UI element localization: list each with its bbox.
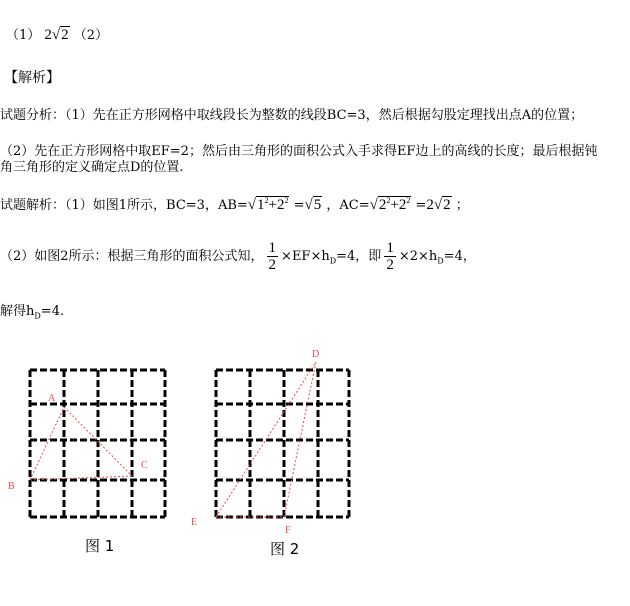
figure1-construction xyxy=(30,407,132,480)
figure1-grid xyxy=(30,370,165,517)
answer-part2-label: （2） xyxy=(73,28,109,43)
answer-line xyxy=(6,24,108,44)
figure1-label-b: B xyxy=(8,481,15,492)
analysis-p2-line2: 角三角形的定义确定点D的位置. xyxy=(0,160,184,175)
conclusion: 解得$h_D=4$. xyxy=(0,304,65,321)
figure2-caption: 图 2 xyxy=(270,540,300,558)
answer-part1-value: 2√2 xyxy=(44,27,69,43)
figure2-label-f: F xyxy=(285,525,291,536)
figure1-label-c: C xyxy=(141,460,148,471)
fraction-half-1: $\frac{1}{2}$ xyxy=(268,240,277,273)
answer-part1-label: （1） xyxy=(6,28,41,43)
figure2-label-d: D xyxy=(312,349,320,360)
figure2-grid xyxy=(216,370,349,517)
figure2-construction xyxy=(216,362,316,517)
figure1-label-a: A xyxy=(48,393,56,404)
analysis-p1: 试题分析：（1）先在正方形网格中取线段长为整数的线段BC=3，然后根据勾股定理找出点A的位置； xyxy=(0,108,584,123)
analysis-p2-line1: （2）先在正方形网格中取EF=2；然后由三角形的面积公式入手求得EF边上的高线的长度；最后根据钝 xyxy=(0,144,598,159)
figure2-label-e: E xyxy=(191,517,198,528)
solution-part1: 试题解析：（1）如图1所示，BC=3，$AB=√1^2+2^2 =√5$ ，$AC=√2^2+2^2 =2√2$ ； xyxy=(0,196,469,213)
section-title: 【解析】 xyxy=(4,70,60,86)
figure1-caption: 图 1 xyxy=(85,537,115,555)
fraction-half-2: $\frac{1}{2}$ xyxy=(386,240,394,273)
solution-part2: （2）如图2所示：根据三角形的面积公式知， $\frac{1}{2}$ $\times EF\times h_D=4$，即 $\frac{1}{2}$ $\times 2\times h_D=4$， xyxy=(0,240,476,273)
